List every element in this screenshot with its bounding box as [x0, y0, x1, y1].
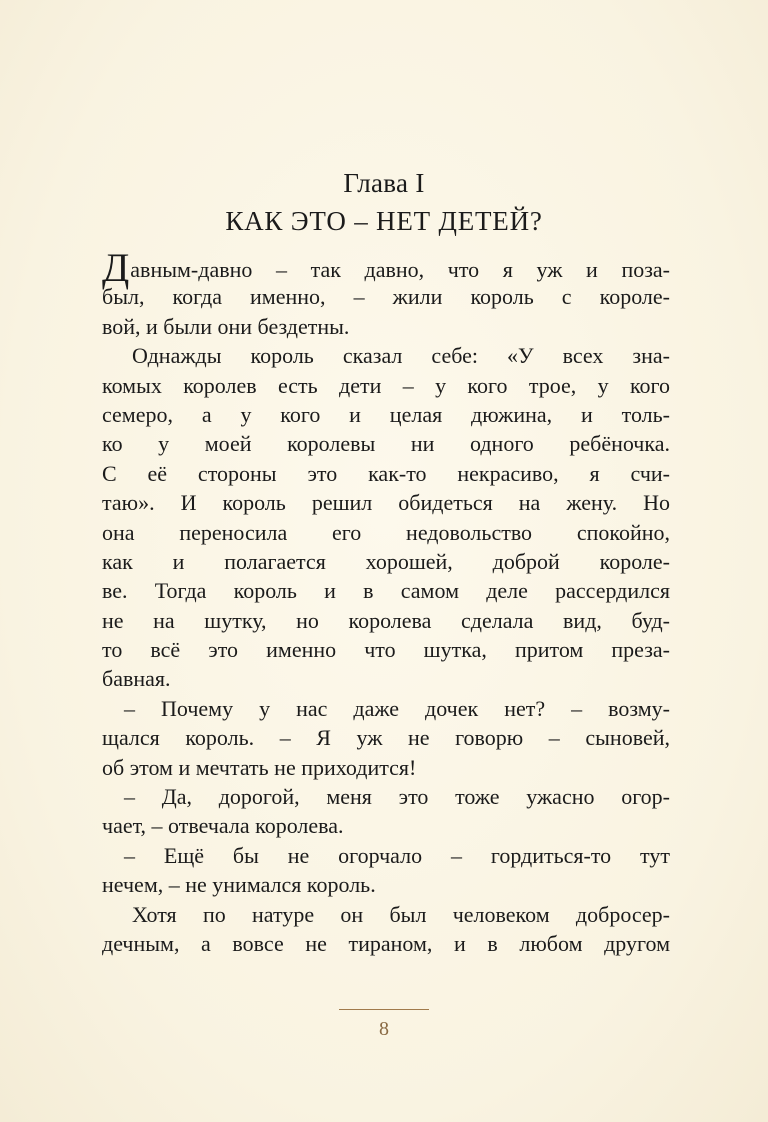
text-line: Хотя по натуре он был человеком добросер-	[132, 901, 670, 927]
page-number: 8	[379, 1018, 389, 1040]
text-line: – Ещё бы не огорчало – гордиться-то тут	[124, 842, 670, 868]
text-line: она переносила его недовольство спокойно,	[102, 519, 670, 545]
text-line: был, когда именно, – жили король с короле-	[102, 284, 670, 310]
text-line: то всё это именно что шутка, притом преза-	[102, 637, 670, 663]
text-line: семеро, а у кого и целая дюжина, и толь-	[102, 401, 670, 427]
text-line: Давным-давно – так давно, что я уж и поза-	[102, 245, 670, 290]
text-line: вой, и были они бездетны.	[102, 313, 350, 339]
body-text	[102, 245, 670, 958]
text-line: дечным, а вовсе не тираном, и в любом другом	[102, 930, 670, 956]
text-line: щался король. – Я уж не говорю – сыновей,	[102, 725, 670, 751]
text-line: – Почему у нас даже дочек нет? – возму-	[124, 695, 670, 721]
drop-cap: Д	[102, 245, 130, 290]
text-line: С её стороны это как-то некрасиво, я счи-	[102, 460, 670, 486]
text-line: чает, – отвечала королева.	[102, 813, 344, 839]
text-line: таю». И король решил обидеться на жену. Но	[102, 490, 670, 516]
text-line: об этом и мечтать не приходится!	[102, 754, 417, 780]
text-line: как и полагается хорошей, доброй короле-	[102, 548, 670, 574]
text-line: Однажды король сказал себе: «У всех зна-	[132, 343, 670, 369]
chapter-number: Глава I	[343, 168, 425, 198]
text-line: бавная.	[102, 666, 171, 692]
text-line: комых королев есть дети – у кого трое, у кого	[102, 372, 670, 398]
text-line: нечем, – не унимался король.	[102, 872, 376, 898]
text-line: не на шутку, но королева сделала вид, буд-	[102, 607, 670, 633]
text-line: ве. Тогда король и в самом деле рассердился	[102, 578, 670, 604]
text-line: ко у моей королевы ни одного ребёночка.	[102, 431, 670, 457]
chapter-title: КАК ЭТО – НЕТ ДЕТЕЙ?	[225, 206, 543, 236]
footer-divider	[339, 1009, 429, 1010]
text-line: – Да, дорогой, меня это тоже ужасно огор-	[124, 784, 670, 810]
